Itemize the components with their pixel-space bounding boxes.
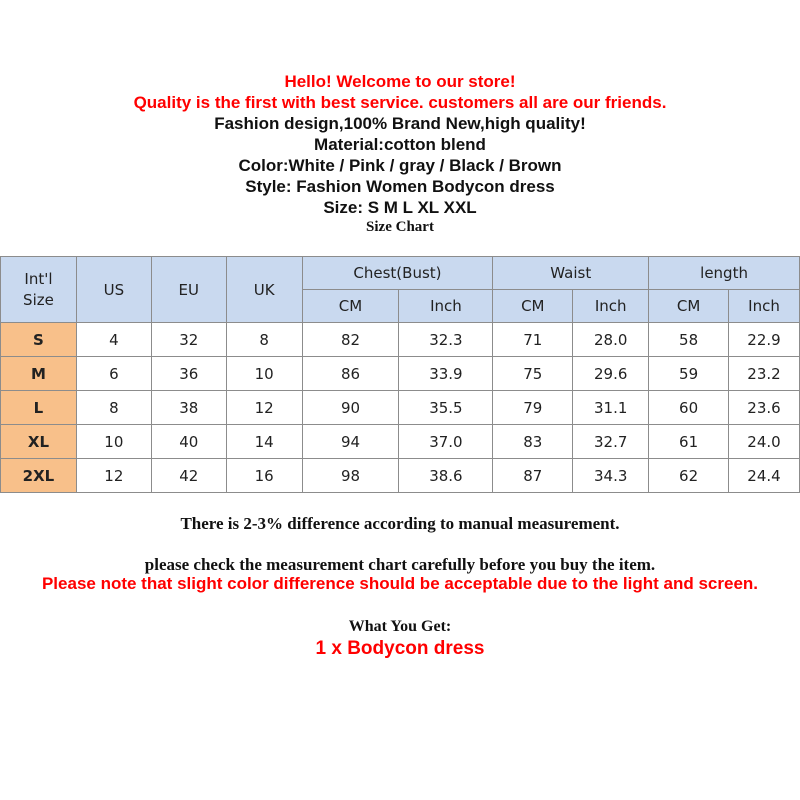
header-chest-cm: CM [302,290,399,323]
cell-length-inch: 24.4 [729,459,800,493]
header-length-inch: Inch [729,290,800,323]
header-waist: Waist [493,257,649,290]
package-item: 1 x Bodycon dress [315,638,485,659]
quality-line: Quality is the first with best service. customers all are our friends. [133,93,667,112]
size-chart-table [0,256,800,493]
cell-eu: 32 [151,323,226,357]
color-line: Color:White / Pink / gray / Black / Brown [238,156,562,175]
what-you-get-label: What You Get: [348,618,452,635]
table-row [1,459,800,493]
header-uk: UK [226,257,302,323]
cell-us: 6 [76,357,151,391]
cell-length-cm: 62 [649,459,729,493]
size-line: Size: S M L XL XXL [323,198,477,217]
cell-us: 12 [76,459,151,493]
cell-waist-cm: 75 [493,357,573,391]
header-chest: Chest(Bust) [302,257,493,290]
header-waist-cm: CM [493,290,573,323]
welcome-line: Hello! Welcome to our store! [284,72,516,91]
cell-uk: 12 [226,391,302,425]
cell-uk: 10 [226,357,302,391]
header-length-cm: CM [649,290,729,323]
cell-length-cm: 59 [649,357,729,391]
cell-waist-cm: 79 [493,391,573,425]
cell-chest-cm: 86 [302,357,399,391]
cell-waist-inch: 32.7 [573,425,649,459]
check-note: please check the measurement chart carefully before you buy the item. [144,555,656,574]
cell-chest-inch: 38.6 [399,459,493,493]
cell-waist-inch: 34.3 [573,459,649,493]
cell-length-cm: 61 [649,425,729,459]
cell-waist-inch: 28.0 [573,323,649,357]
cell-intl-size: L [1,391,77,425]
cell-uk: 14 [226,425,302,459]
cell-intl-size: M [1,357,77,391]
cell-us: 10 [76,425,151,459]
size-chart-title: Size Chart [366,219,434,235]
table-row [1,323,800,357]
cell-chest-inch: 33.9 [399,357,493,391]
cell-waist-inch: 29.6 [573,357,649,391]
material-line: Material:cotton blend [314,135,486,154]
cell-length-inch: 23.6 [729,391,800,425]
cell-chest-cm: 90 [302,391,399,425]
cell-uk: 8 [226,323,302,357]
cell-eu: 38 [151,391,226,425]
cell-length-inch: 23.2 [729,357,800,391]
header-chest-inch: Inch [399,290,493,323]
cell-chest-cm: 98 [302,459,399,493]
cell-us: 8 [76,391,151,425]
cell-chest-inch: 32.3 [399,323,493,357]
table-row [1,425,800,459]
header-us: US [76,257,151,323]
header-eu: EU [151,257,226,323]
fashion-line: Fashion design,100% Brand New,high quality! [214,114,586,133]
cell-length-inch: 22.9 [729,323,800,357]
cell-eu: 36 [151,357,226,391]
table-row [1,391,800,425]
cell-chest-inch: 35.5 [399,391,493,425]
cell-intl-size: XL [1,425,77,459]
cell-chest-inch: 37.0 [399,425,493,459]
header-length: length [649,257,800,290]
cell-waist-cm: 71 [493,323,573,357]
cell-us: 4 [76,323,151,357]
cell-length-cm: 58 [649,323,729,357]
difference-note: There is 2-3% difference according to manual measurement. [180,514,620,533]
color-difference-note: Please note that slight color difference should be acceptable due to the light and screen. [41,574,759,593]
cell-waist-cm: 83 [493,425,573,459]
cell-eu: 42 [151,459,226,493]
table-row [1,357,800,391]
cell-eu: 40 [151,425,226,459]
header-intl-line1: Int'l [24,270,53,289]
cell-length-cm: 60 [649,391,729,425]
header-intl-line2: Size [23,290,54,309]
cell-length-inch: 24.0 [729,425,800,459]
style-line: Style: Fashion Women Bodycon dress [245,177,555,196]
cell-waist-cm: 87 [493,459,573,493]
cell-intl-size: 2XL [1,459,77,493]
cell-chest-cm: 94 [302,425,399,459]
cell-intl-size: S [1,323,77,357]
header-waist-inch: Inch [573,290,649,323]
cell-uk: 16 [226,459,302,493]
header-intl-size [1,257,77,323]
cell-waist-inch: 31.1 [573,391,649,425]
cell-chest-cm: 82 [302,323,399,357]
